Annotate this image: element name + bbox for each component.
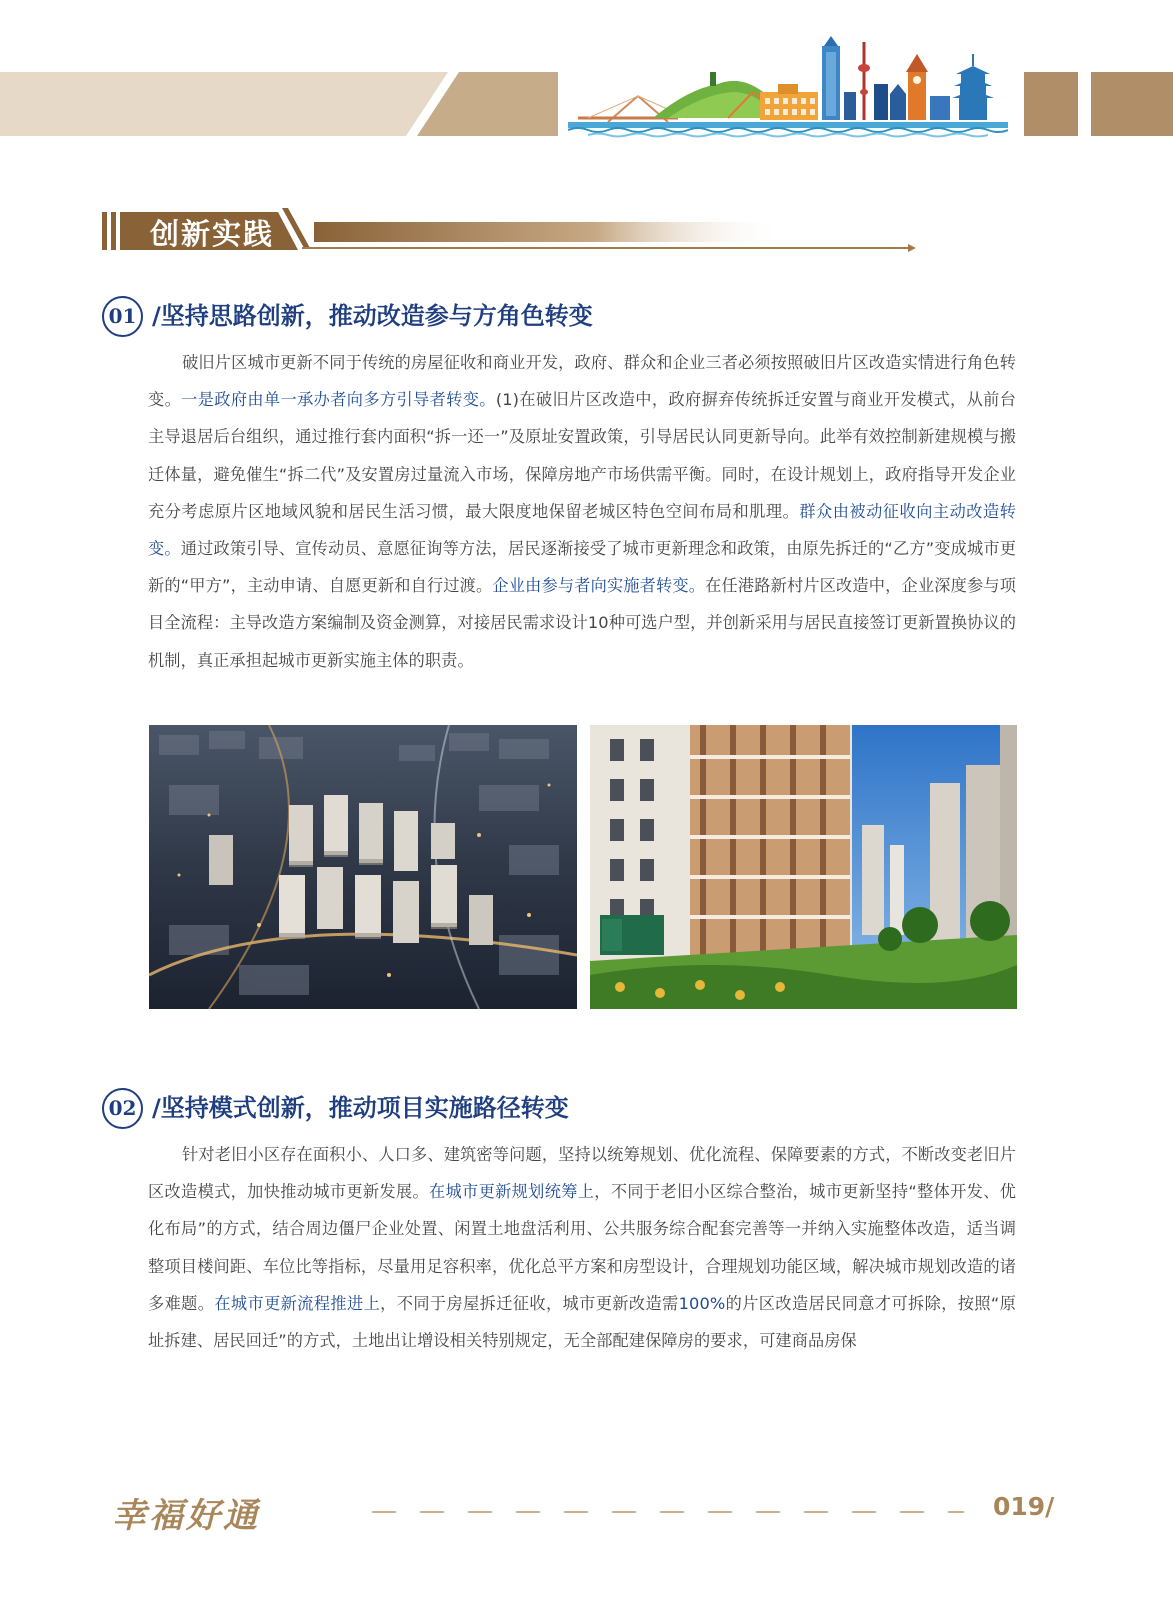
paragraph-text: (1)在破旧片区改造中，政府摒弃传统拆迁安置与商业开发模式，从前台主导退居后台组织，通过推行套内面积“拆一还一”及原址安置政策，引导居民认同更新导向。此举有效控制新建规模与搬迁体量，避免催生“拆二代”及安置房过量流入市场，保障房地产市场供需平衡。同时，在设计规划上，政府指导开发企业充分考虑原片区地域风貌和居民生活习惯，最大限度地保留老城区特色空间布局和肌理。 <box>148 390 1017 521</box>
aerial-night-city-photo <box>149 725 577 1009</box>
residential-towers-photo <box>590 725 1017 1009</box>
header-band-left <box>0 72 558 136</box>
section-paragraph <box>148 1136 1016 1359</box>
section-title: /坚持思路创新，推动改造参与方角色转变 <box>152 302 593 330</box>
section-number-badge: 02 <box>102 1088 143 1129</box>
highlight-text: 100% <box>678 1293 726 1313</box>
footer-slogan: 幸福好通 <box>112 1496 260 1536</box>
paragraph-text: 针对老旧小区存在面积小、人口多、建筑密等问题，坚持以统筹规划、优化流程、保障要素的方式，不断改变老旧片区改造模式，加快推动城市更新发展。 <box>148 1145 1016 1202</box>
footer-dashed-line <box>372 1510 964 1514</box>
highlight-text: 群众由被动征收向主动改造转变。 <box>148 501 1016 559</box>
paragraph-text: 在任港路新村片区改造中，企业深度参与项目全流程：主导改造方案编制及资金测算，对接居民需求设计10种可选户型，并创新采用与居民直接签订更新置换协议的机制，真正承担起城市更新实施主体的职责。 <box>148 576 1016 670</box>
paragraph-text: 破旧片区城市更新不同于传统的房屋征收和商业开发，政府、群众和企业三者必须按照破旧片区改造实情进行角色转变。 <box>148 353 1016 410</box>
paragraph-text: ，不同于老旧小区综合整治，城市更新坚持“整体开发、优化布局”的方式，结合周边僵尸企业处置、闲置土地盘活利用、公共服务综合配套完善等一并纳入实施整体改造，适当调整项目楼间距、车位比等指标，尽量用足容积率，优化总平方案和房型设计，合理规划功能区域，解决城市规划改造的诸多难题。 <box>148 1182 1017 1313</box>
section-title: /坚持模式创新，推动项目实施路径转变 <box>152 1094 569 1122</box>
highlight-text: 企业由参与者向实施者转变。 <box>492 576 706 596</box>
section-paragraph <box>148 344 1016 679</box>
header-band-block <box>1024 72 1078 136</box>
highlight-text: 一是政府由单一承办者向多方引导者转变。 <box>181 390 496 410</box>
city-skyline-illustration <box>568 34 1008 140</box>
page-number: 019/ <box>993 1492 1055 1521</box>
section-number-badge: 01 <box>102 296 143 337</box>
paragraph-text: ，不同于房屋拆迁征收，城市更新改造需 <box>380 1293 679 1313</box>
highlight-text: 在城市更新流程推进上 <box>214 1293 381 1313</box>
section-banner-title: 创新实践 <box>150 217 275 251</box>
paragraph-text: 通过政策引导、宣传动员、意愿征询等方法，居民逐渐接受了城市更新理念和政策，由原先拆迁的“乙方”变成城市更新的“甲方”，主动申请、自愿更新和自行过渡。 <box>148 539 1017 596</box>
header-band-block <box>1091 72 1173 136</box>
paragraph-text: 的片区改造居民同意才可拆除，按照“原址拆建、居民回迁”的方式，土地出让增设相关特别规定，无全部配建保障房的要求，可建商品房保 <box>148 1293 1016 1351</box>
highlight-text: 在城市更新规划统筹上 <box>429 1182 595 1202</box>
